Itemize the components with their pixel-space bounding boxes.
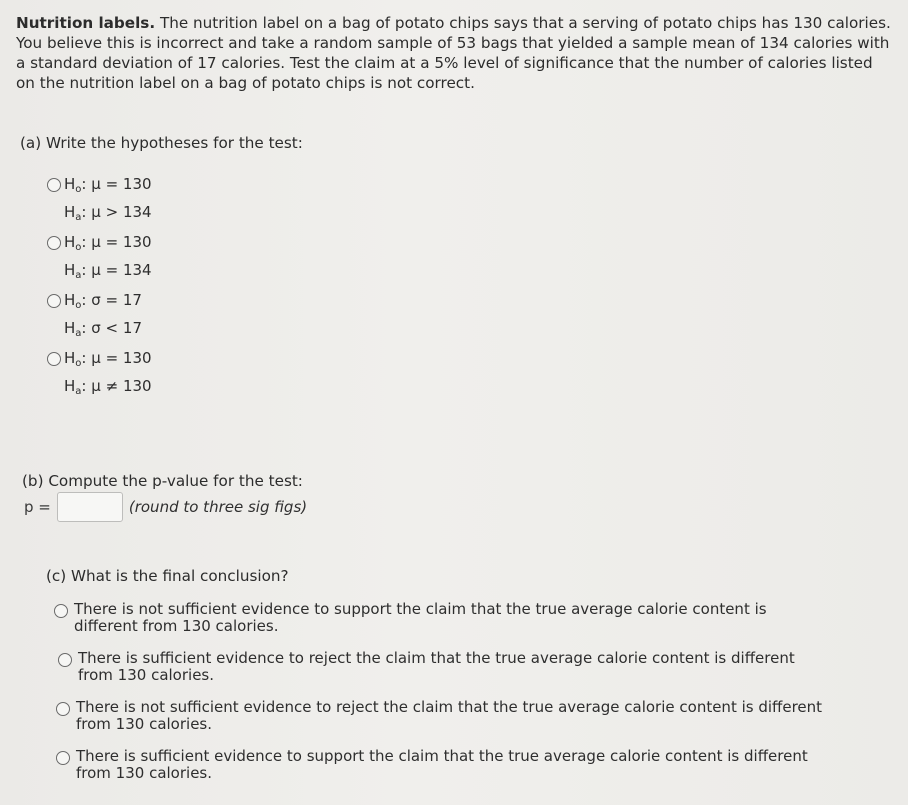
rounding-hint: (round to three sig figs) [128, 498, 308, 516]
hypothesis-option-3[interactable] [47, 289, 142, 345]
p-value-input[interactable] [57, 492, 123, 522]
part-c-heading: (c) What is the final conclusion? [46, 567, 289, 585]
conclusion-option-4[interactable] [56, 748, 826, 782]
hypothesis-text: $H_o$: μ = 130 $H_a$: μ > 134 [64, 175, 152, 223]
p-label: p = [24, 498, 51, 516]
conclusion-option-2[interactable] [58, 650, 818, 684]
conclusion-option-1[interactable] [54, 601, 794, 635]
radio-button[interactable] [54, 604, 68, 618]
part-a-heading: (a) Write the hypotheses for the test: [20, 134, 303, 152]
part-b-heading: (b) Compute the p-value for the test: [22, 472, 303, 490]
radio-button[interactable] [47, 352, 61, 366]
radio-button[interactable] [58, 653, 72, 667]
problem-text: The nutrition label on a bag of potato chips says that a serving of potato chips has 130 calories. You believe this is incorrect and take a random sample of 53 bags that yielded a sample mean of 134 calories with a standard deviation of 17 calories. Test the claim at a 5% level of significance that the number of calories listed on the nutrition label on a bag of potato chips is not correct. [16, 14, 891, 92]
radio-button[interactable] [56, 702, 70, 716]
radio-button[interactable] [47, 236, 61, 250]
hypothesis-text: $H_o$: μ = 130 $H_a$: μ = 134 [64, 233, 152, 281]
conclusion-text: There is not sufficient evidence to support the claim that the true average calorie content is different from 130 calories. [74, 600, 767, 635]
conclusion-option-3[interactable] [56, 699, 846, 733]
conclusion-text: There is not sufficient evidence to reject the claim that the true average calorie content is different from 130 calories. [76, 698, 823, 733]
hypothesis-text: $H_o$: σ = 17 $H_a$: σ < 17 [64, 291, 142, 339]
p-value-row [24, 492, 307, 522]
problem-statement [16, 13, 896, 93]
hypothesis-option-2[interactable] [47, 231, 152, 287]
radio-button[interactable] [56, 751, 70, 765]
hypothesis-option-1[interactable] [47, 173, 152, 229]
problem-title: Nutrition labels. [16, 14, 156, 32]
radio-button[interactable] [47, 294, 61, 308]
hypothesis-option-4[interactable] [47, 347, 152, 403]
conclusion-text: There is sufficient evidence to reject the claim that the true average calorie content is different from 130 calories. [78, 649, 795, 684]
radio-button[interactable] [47, 178, 61, 192]
hypothesis-text: $H_o$: μ = 130 $H_a$: μ ≠ 130 [64, 349, 152, 397]
conclusion-text: There is sufficient evidence to support the claim that the true average calorie content is different from 130 calories. [76, 747, 808, 782]
